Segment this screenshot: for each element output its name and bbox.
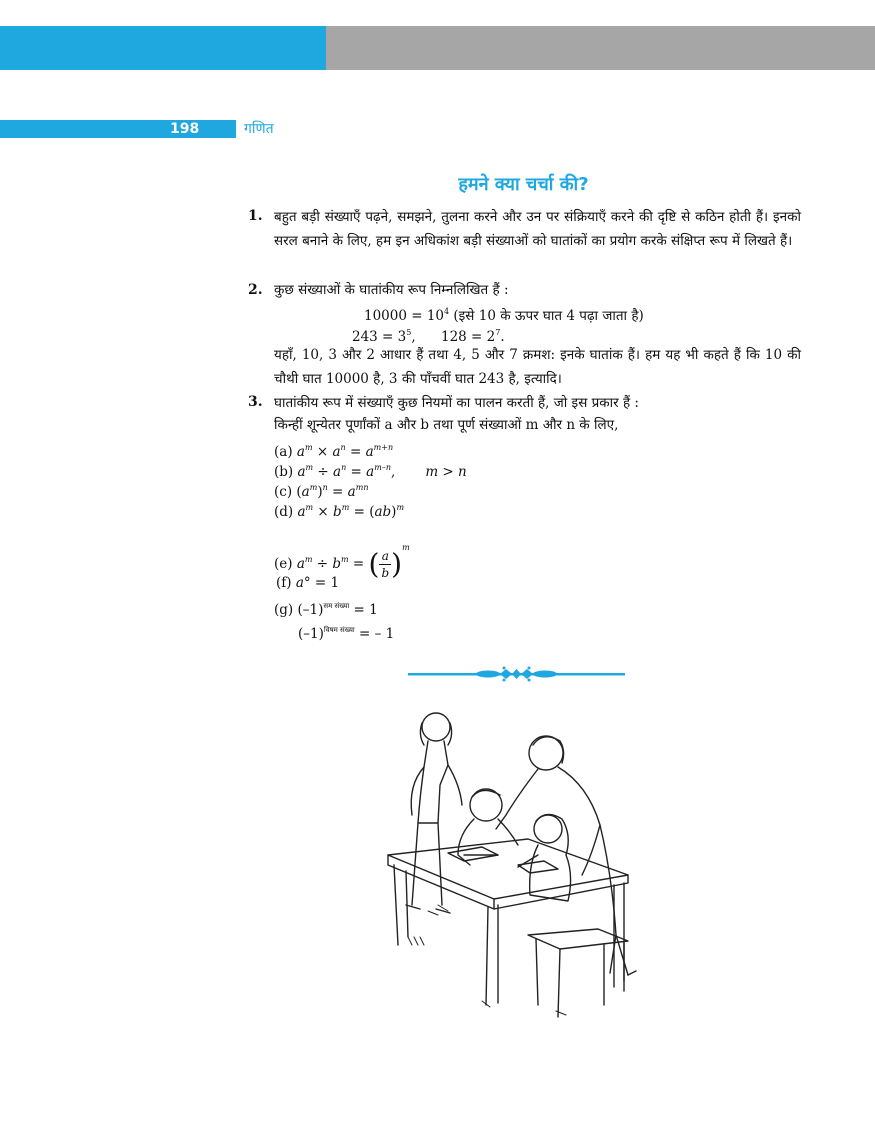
item-number-3: 3. (248, 394, 263, 410)
law-b-condition: m > n (425, 464, 467, 480)
section-heading: हमने क्या चर्चा की? (458, 174, 589, 195)
item-2-text: यहाँ, 10, 3 और 2 आधार हैं तथा 4, 5 और 7 क्रमश: इनके घातांक हैं। हम यह भी कहते हैं कि 10 की चौथी घात 10000 है, 3 की पाँचवीं घात 243 है, इत्यादि। (274, 347, 801, 387)
children-studying-illustration (378, 705, 648, 1025)
fraction-a-over-b: $\frac{a}{b}$ (381, 549, 390, 580)
item-3-condition: किन्हीं शून्येतर पूर्णांकों a और b तथा पूर्ण संख्याओं m और n के लिए, (274, 417, 619, 433)
subject-title: गणित (244, 121, 274, 137)
item-2-intro: कुछ संख्याओं के घातांकीय रूप निम्नलिखित हैं : (274, 282, 509, 298)
law-e: (e) $a^m \div b^m$ = ( $\frac{a}{b}$ )$^m$ (274, 543, 410, 581)
law-g-odd: $(-1)^{विषम संख्या}$ = – 1 (298, 626, 395, 642)
law-f: (f) a° = 1 (276, 575, 340, 591)
law-a: (a) $a^m \times a^n = a^{m+n}$ (274, 443, 394, 460)
item-3-intro: घातांकीय रूप में संख्याएँ कुछ नियमों का पालन करती हैं, जो इस प्रकार हैं : (274, 395, 639, 411)
item-number-2: 2. (248, 282, 263, 298)
example-128: $128 = 2^7$. (441, 328, 505, 345)
law-g-even: (g) $(-1)^{सम संख्या} = 1$ (274, 602, 378, 618)
page-number-strip (0, 120, 236, 138)
header-gray-bar (326, 26, 875, 70)
header-blue-bar (0, 26, 326, 70)
law-d: (d) $a^m \times b^m = (ab)^m$ (274, 503, 405, 520)
example-10000: $10000 = 10^4$ (इसे 10 के ऊपर घात 4 पढ़ा जाता है) (364, 307, 644, 324)
ornamental-divider (408, 664, 625, 684)
law-b: (b) $a^m \div a^n = a^{m-n}$, m > n (274, 463, 467, 480)
example-243: $243 = 3^5$, (352, 328, 416, 345)
item-1-text: बहुत बड़ी संख्याएँ पढ़ने, समझने, तुलना करने और उन पर संक्रियाएँ करने की दृष्टि से कठिन होती हैं। इनको सरल बनाने के लिए, हम इन अधिकांश बड़ी संख्याओं को घातांकों का प्रयोग करके संक्षिप्त रूप में लिखते हैं। (274, 209, 801, 249)
page-number: 198 (170, 121, 200, 137)
item-number-1: 1. (248, 208, 263, 224)
law-c: (c) $(a^m)^n = a^{mn}$ (274, 483, 369, 500)
